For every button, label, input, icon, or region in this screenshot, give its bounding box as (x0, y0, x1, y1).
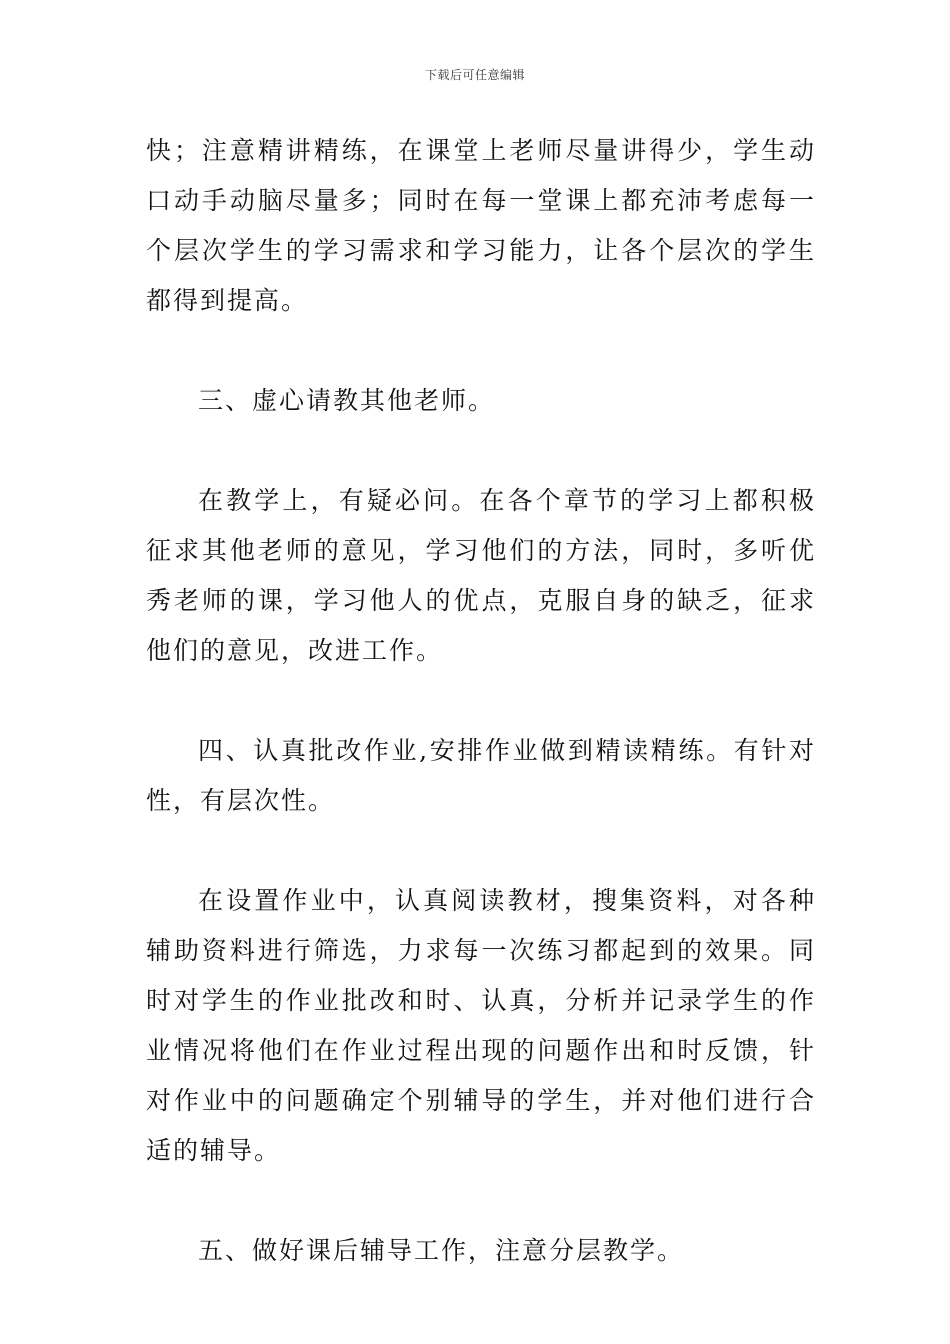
paragraph-consult-teachers: 在教学上，有疑必问。在各个章节的学习上都积极征求其他老师的意见，学习他们的方法，同时，多听优秀老师的课，学习他人的优点，克服自身的缺乏，征求他们的意见，改进工作。 (146, 486, 816, 665)
section-heading-three: 三、虚心请教其他老师。 (198, 386, 496, 415)
paragraph-continuation: 快；注意精讲精练，在课堂上老师尽量讲得少，学生动口动手动脑尽量多；同时在每一堂课上都充沛考虑每一个层次学生的学习需求和学习能力，让各个层次的学生都得到提高。 (146, 136, 816, 315)
paragraph-homework: 在设置作业中，认真阅读教材，搜集资料，对各种辅助资料进行筛选，力求每一次练习都起到的效果。同时对学生的作业批改和时、认真，分析并记录学生的作业情况将他们在作业过程出现的问题作出和时反馈，针对作业中的问题确定个别辅导的学生，并对他们进行合适的辅导。 (146, 886, 816, 1165)
section-heading-four: 四、认真批改作业,安排作业做到精读精练。有针对性，有层次性。 (146, 736, 816, 815)
section-heading-five: 五、做好课后辅导工作，注意分层教学。 (198, 1236, 685, 1265)
document-body (146, 126, 816, 1276)
paragraph-gap (146, 676, 816, 726)
paragraph-gap (146, 426, 816, 476)
paragraph-gap (146, 826, 816, 876)
paragraph-gap (146, 326, 816, 376)
page-header: 下载后可任意编辑 (424, 68, 525, 82)
paragraph-gap (146, 1176, 816, 1226)
